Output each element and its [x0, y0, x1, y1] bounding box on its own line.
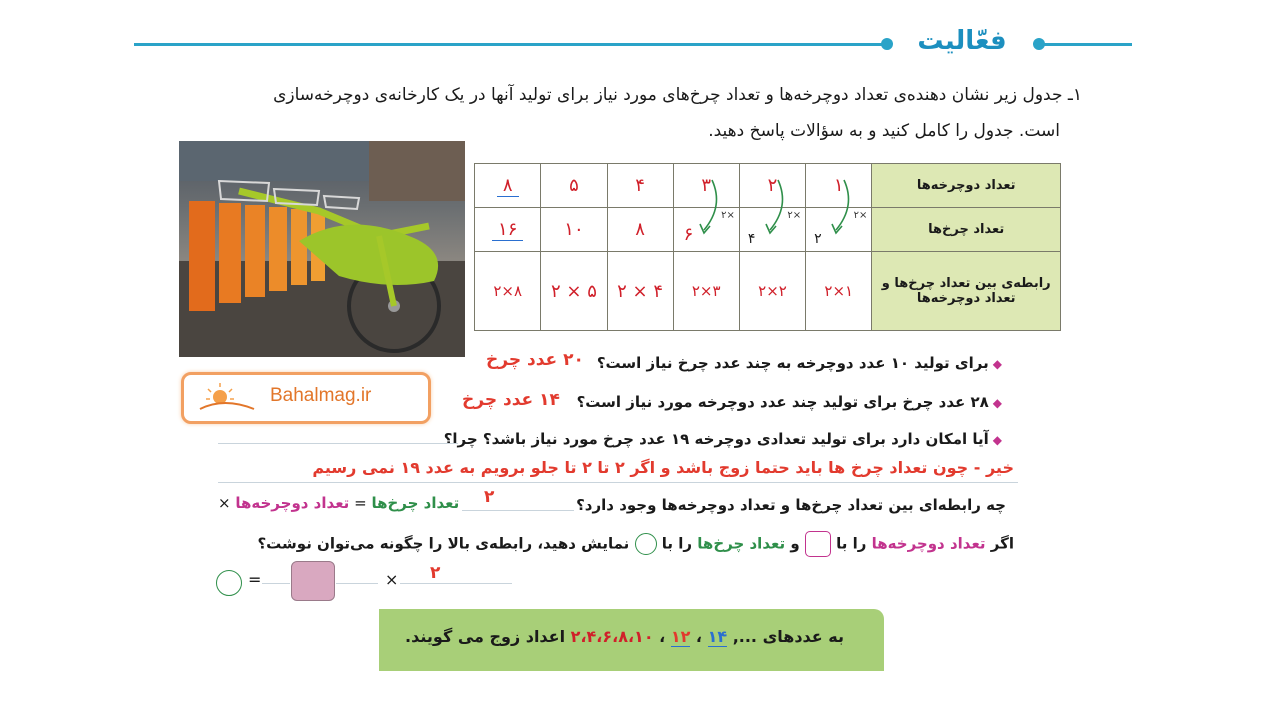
bikes-cell-2: ۲ [739, 164, 805, 208]
square-symbol [805, 531, 831, 557]
relation-formula: تعداد چرخ‌ها = تعداد دوچرخه‌ها × [218, 494, 460, 512]
bahalmag-logo [181, 372, 431, 424]
answer-1: ۲۰ عدد چرخ [486, 350, 584, 370]
bikes-cell-6: ۸ [475, 164, 541, 208]
summary-14: ۱۴ [707, 627, 728, 646]
question-5: اگر تعداد دوچرخه‌ها را با و تعداد چرخ‌ها را با نمایش دهید، رابطه‌ی بالا را چگونه می‌توان نوشت؟ [257, 531, 1014, 557]
activity-title: فعّالیت [917, 26, 1007, 56]
bikes-cell-4: ۴ [607, 164, 673, 208]
row-header-bikes: تعداد دوچرخه‌ها [872, 164, 1061, 208]
relation-cell-1: ۱×۲ [806, 252, 872, 331]
bikes-cell-3: ۳ [673, 164, 739, 208]
relation-cell-5: ۵ × ۲ [541, 252, 607, 331]
summary-seq: ۲،۴،۶،۸،۱۰ [570, 627, 654, 646]
square-answer [291, 561, 335, 601]
arrow-icon [692, 178, 732, 238]
formula-answer-2: ۲ [430, 563, 441, 583]
wheels-cell-2: ۴ ×۲ [739, 208, 805, 252]
answer-line [218, 443, 458, 444]
summary-box [379, 609, 884, 671]
logo-text: Bahalmag.ir [270, 385, 372, 406]
answer-line [262, 583, 290, 584]
intro-line-2: است. جدول را کامل کنید و به سؤالات پاسخ دهید. [708, 121, 1060, 141]
answer-line [400, 583, 512, 584]
wheels-cell-1: ۲ ×۲ [806, 208, 872, 252]
circle-symbol [635, 533, 657, 555]
answer-line [462, 510, 574, 511]
sun-icon [194, 379, 264, 419]
answer-line [218, 482, 1018, 483]
question-2: ◆۲۸ عدد چرخ برای تولید چند عدد دوچرخه مورد نیاز است؟ [576, 393, 1002, 411]
summary-12: ۱۲ [670, 627, 691, 646]
intro-line-1: ۱ـ جدول زیر نشان دهنده‌ی تعداد دوچرخه‌ها و تعداد چرخ‌های مورد نیاز برای تولید آنها در یک کارخانه‌ی دوچرخه‌سازی [273, 85, 1082, 105]
header-rule-left [134, 43, 887, 46]
question-4: چه رابطه‌ای بین تعداد چرخ‌ها و تعداد دوچرخه‌ها وجود دارد؟ [576, 496, 1006, 514]
bicycle-table [474, 163, 1061, 331]
relation-cell-3: ۳×۲ [673, 252, 739, 331]
header-dot-left [881, 38, 893, 50]
equals-sign: = [248, 570, 262, 589]
summary-text: به عددهای ..., ۱۴ ، ۱۲ ، ۲،۴،۶،۸،۱۰ اعداد زوج می گویند. [405, 627, 844, 646]
wheels-cell-5: ۱۰ [541, 208, 607, 252]
answer-line [336, 583, 378, 584]
bullet-icon: ◆ [992, 396, 1002, 410]
row-header-relation: رابطه‌ی بین تعداد چرخ‌ها و تعداد دوچرخه‌ها [872, 252, 1061, 331]
question-1: ◆برای تولید ۱۰ عدد دوچرخه به چند عدد چرخ نیاز است؟ [596, 354, 1002, 372]
formula-answer: ۲ [484, 487, 495, 507]
wheels-cell-3: ۶ ×۲ [673, 208, 739, 252]
bikes-cell-1: ۱ [806, 164, 872, 208]
arrow-icon [758, 178, 798, 238]
answer-3: خیر - چون تعداد چرخ ها باید حتما زوج باشد و اگر ۲ تا ۲ تا جلو برویم به عدد ۱۹ نمی رسیم [312, 458, 1014, 477]
bullet-icon: ◆ [992, 433, 1002, 447]
wheels-cell-4: ۸ [607, 208, 673, 252]
answer-2: ۱۴ عدد چرخ [462, 390, 560, 410]
wheels-cell-6: ۱۶ [475, 208, 541, 252]
times-sign: × [385, 570, 399, 589]
header-rule-right [1039, 43, 1132, 46]
bikes-cell-5: ۵ [541, 164, 607, 208]
circle-answer [216, 570, 242, 596]
row-header-wheels: تعداد چرخ‌ها [872, 208, 1061, 252]
question-3: ◆آیا امکان دارد برای تولید تعدادی دوچرخه ۱۹ عدد چرخ مورد نیاز باشد؟ چرا؟ [443, 430, 1002, 448]
bullet-icon: ◆ [992, 357, 1002, 371]
relation-cell-4: ۴ × ۲ [607, 252, 673, 331]
relation-cell-2: ۲×۲ [739, 252, 805, 331]
relation-cell-6: ۸×۲ [475, 252, 541, 331]
arrow-icon [824, 178, 864, 238]
bicycles-photo [179, 141, 465, 357]
